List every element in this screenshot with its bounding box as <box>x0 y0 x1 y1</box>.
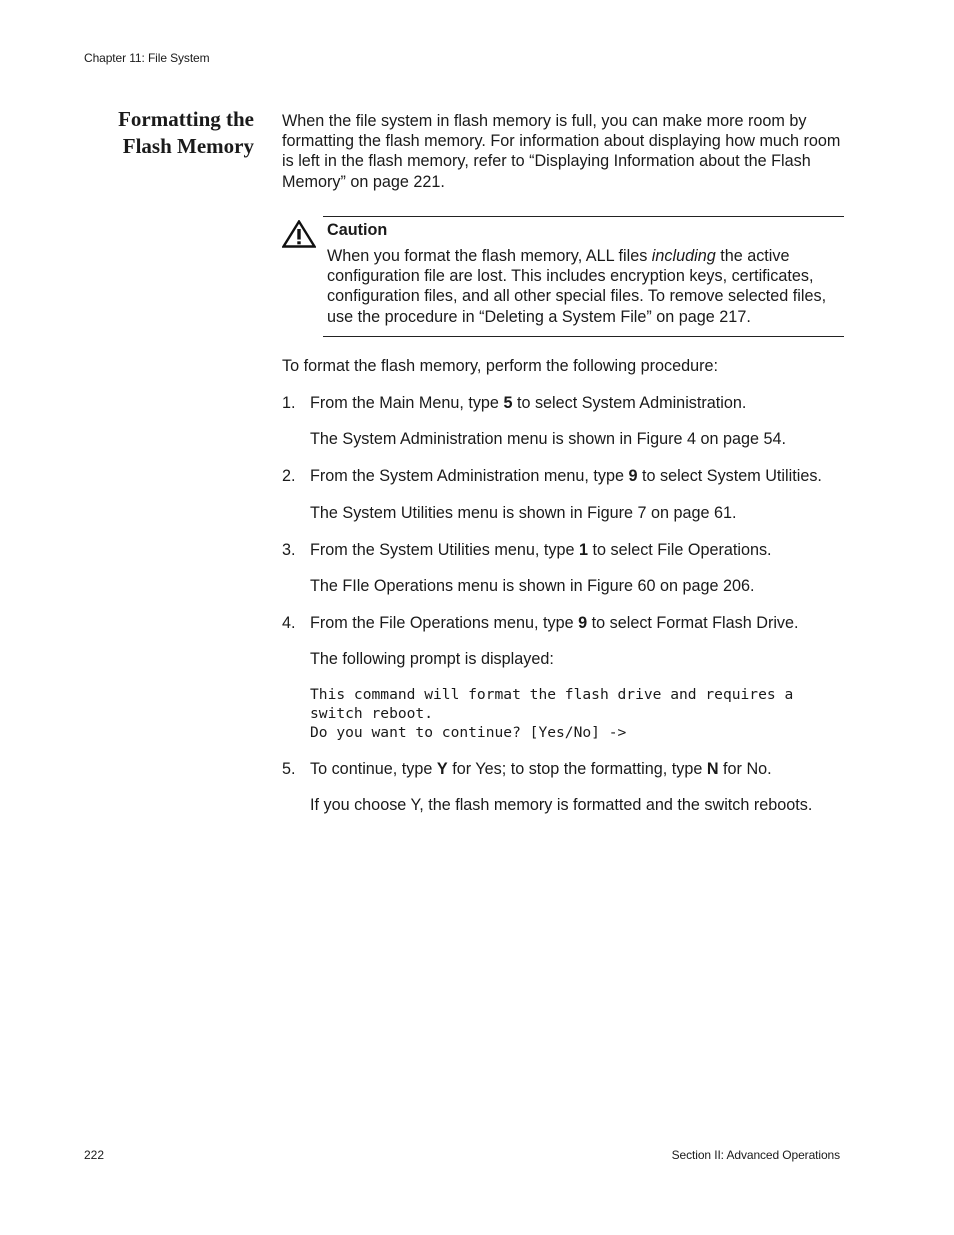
section-title <box>84 106 254 160</box>
caution-box <box>323 216 844 337</box>
step-note: The System Administration menu is shown in Figure 4 on page 54. <box>310 430 786 449</box>
step-text: From the System Administration menu, type 9 to select System Utilities. <box>310 467 822 486</box>
section-title-line-1: Formatting the <box>118 107 254 131</box>
step-note: The System Utilities menu is shown in Figure 7 on page 61. <box>310 503 737 522</box>
caution-title: Caution <box>327 220 388 239</box>
step-5 <box>282 759 844 815</box>
caution-text: When you format the flash memory, ALL files including the active configuration file are lost. This includes encryption keys, certificates, configuration files, and all other special files. To remove selected files, use the procedure in “Deleting a System File” on page 217. <box>327 247 827 326</box>
page-number: 222 <box>84 1148 105 1162</box>
body-column <box>282 111 844 832</box>
caution-emphasis: including <box>651 247 716 266</box>
procedure-steps <box>282 393 844 815</box>
step-number: 2. <box>282 467 296 486</box>
section-title-line-2: Flash Memory <box>122 134 254 158</box>
warning-triangle-icon <box>282 220 316 248</box>
step-number: 4. <box>282 614 296 633</box>
step-text: From the System Utilities menu, type 1 to select File Operations. <box>310 540 772 559</box>
procedure-lead: To format the flash memory, perform the following procedure: <box>282 356 719 375</box>
step-note: The following prompt is displayed: <box>310 650 554 669</box>
prompt-code-block: This command will format the flash drive and requires a switch reboot. Do you want to continue? [Yes/No] -> <box>310 685 794 741</box>
step-text: From the Main Menu, type 5 to select System Administration. <box>310 394 747 413</box>
step-number: 5. <box>282 759 296 778</box>
intro-paragraph: When the file system in flash memory is full, you can make more room by formatting the flash memory. For information about displaying how much room is left in the flash memory, refer to “Displaying Information about the Flash Memory” on page 221. <box>282 112 841 191</box>
caution-block <box>282 216 844 337</box>
footer-section-name: Section II: Advanced Operations <box>671 1148 840 1162</box>
step-text: From the File Operations menu, type 9 to select Format Flash Drive. <box>310 614 799 633</box>
step-note: If you choose Y, the flash memory is formatted and the switch reboots. <box>310 795 813 814</box>
step-number: 1. <box>282 394 296 413</box>
step-number: 3. <box>282 540 296 559</box>
step-text: To continue, type Y for Yes; to stop the formatting, type N for No. <box>310 759 772 778</box>
step-3 <box>282 540 844 596</box>
running-head: Chapter 11: File System <box>84 51 210 65</box>
step-4 <box>282 613 844 741</box>
step-2 <box>282 466 844 522</box>
step-note: The FIle Operations menu is shown in Figure 60 on page 206. <box>310 577 755 596</box>
step-1 <box>282 393 844 449</box>
